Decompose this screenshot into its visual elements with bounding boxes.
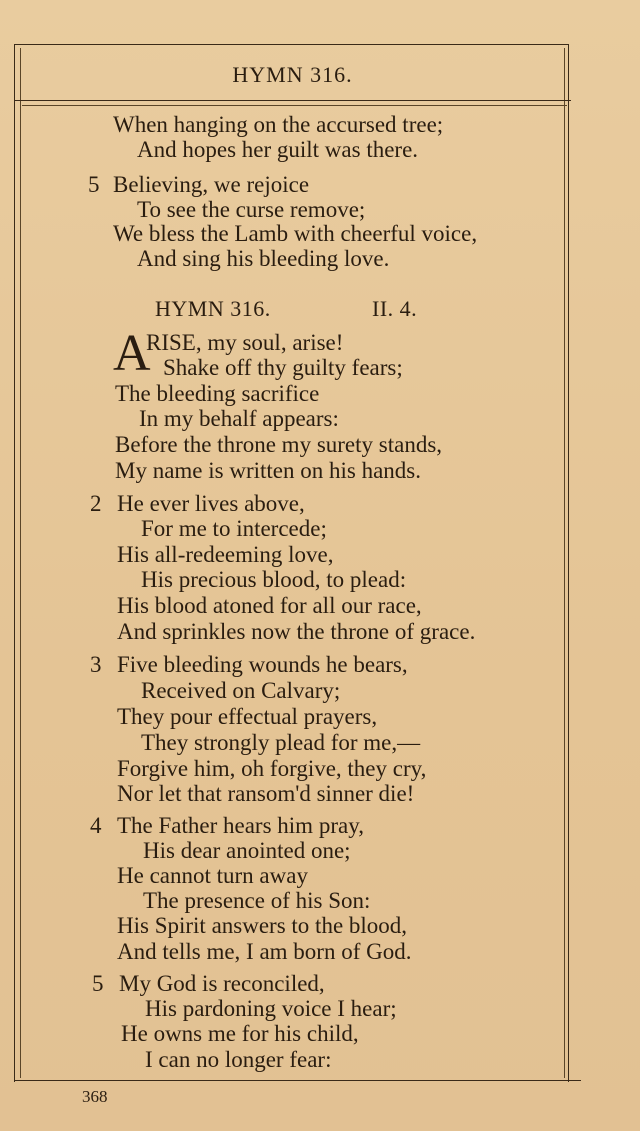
running-head: HYMN 316. — [232, 62, 353, 87]
verse-line: He cannot turn away — [117, 863, 308, 888]
verse-line: The presence of his Son: — [143, 888, 371, 913]
stanza-number: 5 — [92, 971, 104, 996]
verse-line: He owns me for his child, — [121, 1021, 359, 1046]
stanza-number: 4 — [90, 813, 102, 838]
verse-line: Before the throne my surety stands, — [115, 432, 443, 457]
page-number: 368 — [82, 1087, 108, 1106]
hymn-meter: II. 4. — [372, 296, 418, 321]
verse-line: The Father hears him pray, — [117, 813, 364, 838]
verse-line: To see the curse remove; — [137, 197, 366, 222]
verse-line: And hopes her guilt was there. — [137, 137, 419, 162]
verse-line: They pour effectual prayers, — [117, 704, 378, 729]
verse-line: He ever lives above, — [117, 491, 305, 516]
verse-line: They strongly plead for me,— — [141, 730, 421, 755]
verse-line: His all-redeeming love, — [117, 542, 334, 567]
verse-line: Nor let that ransom'd sinner die! — [117, 781, 415, 806]
verse-line: His blood atoned for all our race, — [117, 593, 422, 618]
verse-line: His Spirit answers to the blood, — [117, 913, 408, 938]
stanza-number: 2 — [90, 491, 102, 516]
verse-line: And tells me, I am born of God. — [117, 939, 412, 964]
verse-line: His precious blood, to plead: — [141, 567, 407, 592]
verse-line: His dear anointed one; — [143, 838, 351, 863]
stanza-number: 5 — [88, 172, 100, 197]
hymn-title: HYMN 316. — [155, 296, 271, 321]
verse-line: Believing, we rejoice — [113, 172, 310, 197]
verse-line: The bleeding sacrifice — [115, 381, 320, 406]
verse-line: RISE, my soul, arise! — [146, 330, 344, 355]
verse-line: Five bleeding wounds he bears, — [117, 652, 408, 677]
verse-line: Shake off thy guilty fears; — [163, 355, 403, 380]
verse-line: And sprinkles now the throne of grace. — [117, 619, 476, 644]
verse-line: Received on Calvary; — [141, 678, 341, 703]
stanza-number: 3 — [90, 652, 102, 677]
footer-rule — [14, 1080, 581, 1081]
header-rule-inner — [22, 105, 567, 106]
drop-cap: A — [113, 325, 151, 382]
verse-line: When hanging on the accursed tree; — [113, 112, 444, 137]
verse-line: And sing his bleeding love. — [137, 246, 390, 271]
verse-line: Forgive him, oh forgive, they cry, — [117, 756, 427, 781]
verse-line: His pardoning voice I hear; — [145, 996, 397, 1021]
header-rule — [14, 100, 571, 101]
verse-line: My name is written on his hands. — [115, 458, 421, 483]
verse-line: For me to intercede; — [141, 516, 327, 541]
verse-line: In my behalf appears: — [139, 406, 339, 431]
verse-line: I can no longer fear: — [145, 1047, 332, 1072]
verse-line: We bless the Lamb with cheerful voice, — [113, 221, 478, 246]
verse-line: My God is reconciled, — [119, 971, 325, 996]
